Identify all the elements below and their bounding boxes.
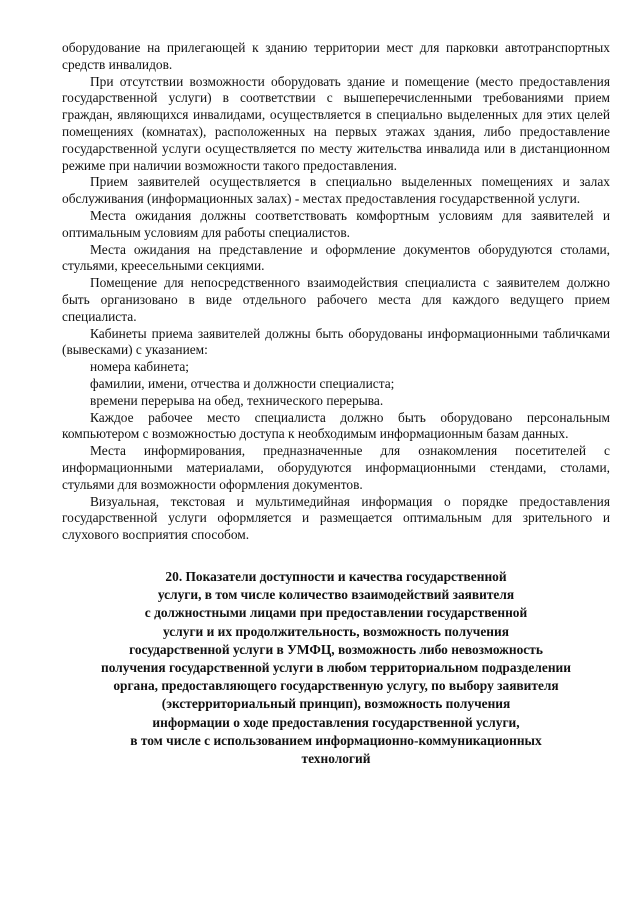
paragraph: Каждое рабочее место специалиста должно быть оборудовано персональным компьютером с возможностью доступа к необходимым информационным базам данных. bbox=[62, 409, 610, 442]
paragraph: Места ожидания должны соответствовать комфортным условиям для заявителей и оптимальным условиям для работы специалистов. bbox=[62, 207, 610, 240]
heading-line: информации о ходе предоставления государственной услуги, bbox=[152, 714, 520, 730]
heading-line: в том числе с использованием информационно-коммуникационных bbox=[130, 732, 542, 748]
heading-line: услуги и их продолжительность, возможность получения bbox=[163, 623, 509, 639]
heading-line: (экстерриториальный принцип), возможность получения bbox=[161, 696, 511, 712]
paragraph: Места информирования, предназначенные для ознакомления посетителей с информационными материалами, оборудуются информационными стендами, столами, стульями для возможности оформления документов. bbox=[62, 443, 610, 492]
paragraph: Помещение для непосредственного взаимодействия специалиста с заявителем должно быть организовано в виде отдельного рабочего места для каждого ведущего прием специалиста. bbox=[62, 275, 610, 324]
paragraph: Места ожидания на представление и оформление документов оборудуются столами, стульями, креесельными секциями. bbox=[62, 241, 610, 274]
heading-line: услуги, в том числе количество взаимодействий заявителя bbox=[157, 587, 515, 603]
heading-line: с должностными лицами при предоставлении государственной bbox=[144, 605, 528, 621]
paragraph: Прием заявителей осуществляется в специально выделенных помещениях и залах обслуживания (информационных залах) - местах предоставления государственной услуги. bbox=[62, 174, 610, 207]
list-item: времени перерыва на обед, технического перерыва. bbox=[90, 392, 384, 408]
list-item: фамилии, имени, отчества и должности специалиста; bbox=[90, 375, 395, 391]
heading-line: государственной услуги в УМФЦ, возможность либо невозможность bbox=[129, 641, 543, 657]
document-page bbox=[62, 40, 610, 768]
paragraph: Визуальная, текстовая и мультимедийная информация о порядке предоставления государственной услуги оформляется и размещается оптимальным для зрительного и слухового восприятия способом. bbox=[62, 493, 610, 543]
paragraph: При отсутствии возможности оборудовать здание и помещение (место предоставления государственной услуги) в соответствии с вышеперечисленными требованиями прием граждан, являющихся инвалидами, осуществляется в специально выделенных для этих целей помещениях (комнатах), расположенных на первых этажах здания, либо предоставление государственной услуги осуществляется по месту жительства инвалида или в дистанционном режиме при наличии возможности такого предоставления. bbox=[62, 73, 610, 173]
paragraph: Кабинеты приема заявителей должны быть оборудованы информационными табличками (вывесками) с указанием: bbox=[62, 325, 610, 358]
section-heading bbox=[62, 568, 610, 768]
list-item: номера кабинета; bbox=[90, 359, 190, 375]
heading-line: 20. Показатели доступности и качества государственной bbox=[165, 568, 507, 584]
heading-line: органа, предоставляющего государственную услугу, по выбору заявителя bbox=[113, 678, 559, 694]
heading-line: технологий bbox=[301, 750, 371, 766]
paragraph: оборудование на прилегающей к зданию территории мест для парковки автотранспортных средств инвалидов. bbox=[62, 40, 610, 72]
heading-line: получения государственной услуги в любом территориальном подразделении bbox=[101, 659, 571, 675]
